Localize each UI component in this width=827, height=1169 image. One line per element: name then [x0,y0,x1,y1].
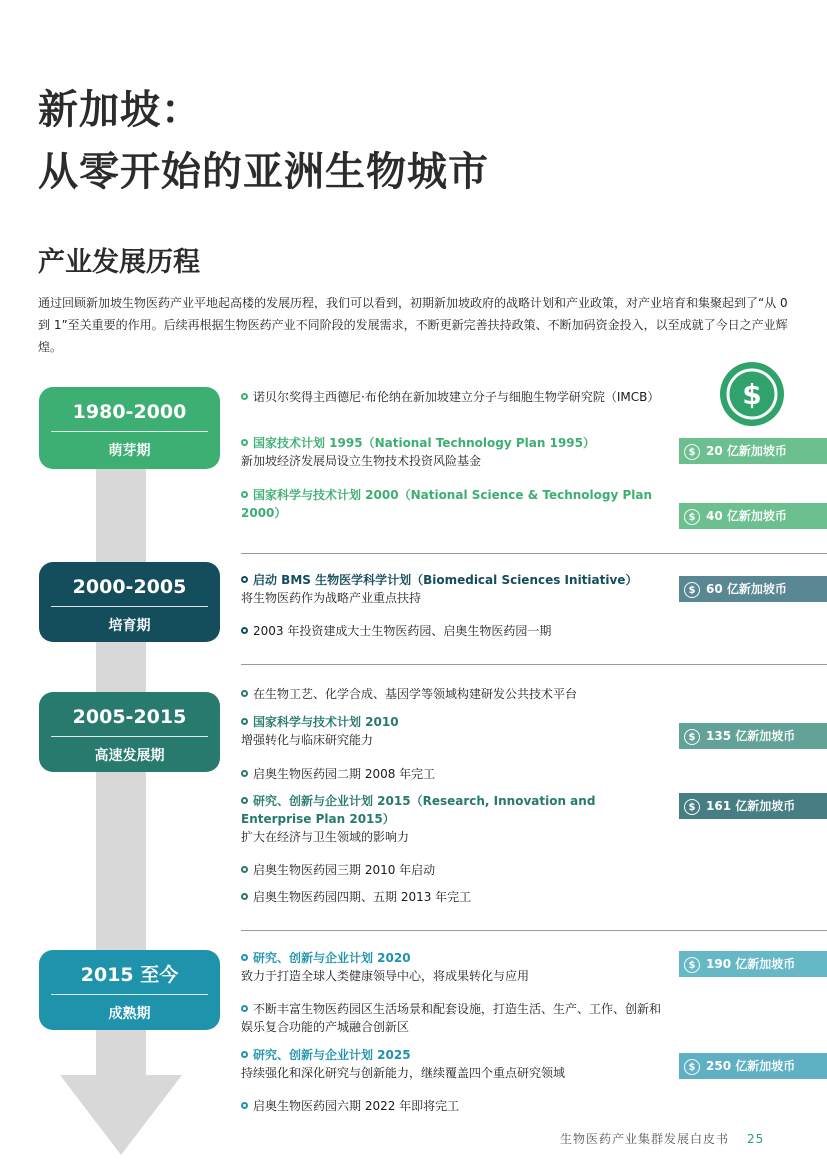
milestone-title: 国家科学与技术计划 2010 [253,715,399,729]
funding-tag [679,951,827,977]
bullet-icon [241,491,248,498]
coin-icon: $ [684,582,700,598]
milestone-title: 研究、创新与企业计划 2015（Research, Innovation and Enterprise Plan 2015） [241,794,596,826]
milestone-item [241,1000,666,1036]
period-divider [51,994,208,995]
bullet-icon [241,576,248,583]
funding-tag [679,793,827,819]
milestone-title: 研究、创新与企业计划 2020 [253,951,411,965]
milestone-text: 在生物工艺、化学合成、基因学等领域构建研发公共技术平台 [253,687,578,701]
period-2000-2005 [39,562,220,642]
milestone-text: 将生物医药作为战略产业重点扶持 [241,591,422,605]
milestone-text: 持续强化和深化研究与创新能力，继续覆盖四个重点研究领域 [241,1066,566,1080]
funding-amount: 161 亿新加坡币 [706,799,796,813]
bullet-icon [241,1051,248,1058]
period-years: 2000-2005 [72,576,187,598]
bullet-icon [241,1102,248,1109]
milestone-title: 启动 BMS 生物医学科学计划（Biomedical Sciences Initiative） [253,573,638,587]
period-phase: 萌芽期 [108,443,151,459]
funding-amount: 135 亿新加坡币 [706,729,796,743]
coin-icon: $ [684,729,700,745]
bullet-icon [241,393,248,400]
period-phase: 成熟期 [108,1006,151,1022]
milestone-item [241,713,666,749]
milestone-text: 不断丰富生物医药园区生活场景和配套设施，打造生活、生产、工作、创新和娱乐复合功能的产城融合创新区 [241,1002,662,1034]
page-number: 25 [747,1132,765,1146]
period-divider [51,736,208,737]
milestone-item [241,486,666,522]
page-title-line2: 从零开始的亚洲生物城市 [38,149,489,195]
milestone-text: 增强转化与临床研究能力 [241,733,374,747]
milestone-item [241,434,666,470]
milestone-item [241,571,666,607]
milestone-title: 研究、创新与企业计划 2025 [253,1048,411,1062]
period-years: 2015 至今 [80,964,179,986]
section-divider [241,553,827,554]
dollar-glyph: $ [742,378,762,411]
funding-amount: 40 亿新加坡币 [706,509,787,523]
period-1980-2000 [39,387,220,469]
period-years: 1980-2000 [72,401,187,423]
funding-amount: 60 亿新加坡币 [706,582,787,596]
milestone-item [241,1046,666,1082]
bullet-icon [241,866,248,873]
milestone-item [241,949,666,985]
coin-icon: $ [684,1059,700,1075]
coin-icon: $ [684,509,700,525]
timeline-arrow-head [60,1075,182,1155]
milestone-item [241,861,666,879]
section-divider [241,664,827,665]
funding-amount: 250 亿新加坡币 [706,1059,796,1073]
bullet-icon [241,439,248,446]
bullet-icon [241,770,248,777]
funding-tag [679,438,827,464]
milestone-text: 启奥生物医药园四期、五期 2013 年完工 [253,890,472,904]
funding-tag [679,1053,827,1079]
intro-paragraph: 通过回顾新加坡生物医药产业平地起高楼的发展历程，我们可以看到，初期新加坡政府的战略计划和产业政策，对产业培育和集聚起到了“从 0 到 1”至关重要的作用。后续再根据生物医药产业不同阶段的发展需求，不断更新完善扶持政策、不断加码资金投入，以至成就了今日之产业辉煌。 [38,296,788,354]
period-2015-now [39,950,220,1030]
coin-icon: $ [684,957,700,973]
section-title: 产业发展历程 [38,247,200,278]
section-divider [241,930,827,931]
milestone-title: 国家科学与技术计划 2000（National Science & Technology Plan 2000） [241,488,653,520]
milestone-text: 扩大在经济与卫生领域的影响力 [241,830,410,844]
page-title-line1: 新加坡： [38,87,202,133]
funding-tag [679,576,827,602]
coin-icon: $ [684,799,700,815]
funding-amount: 190 亿新加坡币 [706,957,796,971]
dollar-icon [720,362,784,426]
milestone-item [241,388,666,406]
milestone-text: 致力于打造全球人类健康领导中心，将成果转化与应用 [241,969,530,983]
funding-amount: 20 亿新加坡币 [706,444,787,458]
milestone-item [241,1097,666,1115]
footer-title: 生物医药产业集群发展白皮书 [560,1132,730,1146]
period-divider [51,431,208,432]
page-footer [560,1130,764,1147]
period-2005-2015 [39,692,220,772]
period-divider [51,606,208,607]
milestone-text: 新加坡经济发展局设立生物技术投资风险基金 [241,454,482,468]
milestone-item [241,792,666,846]
period-years: 2005-2015 [72,706,187,728]
bullet-icon [241,627,248,634]
milestone-text: 启奥生物医药园三期 2010 年启动 [253,863,436,877]
bullet-icon [241,1005,248,1012]
bullet-icon [241,690,248,697]
bullet-icon [241,954,248,961]
milestone-item [241,765,666,783]
milestone-item [241,685,666,703]
funding-tag [679,503,827,529]
coin-icon: $ [684,444,700,460]
milestone-item [241,622,666,640]
bullet-icon [241,797,248,804]
funding-tag [679,723,827,749]
milestone-item [241,888,666,906]
milestone-text: 启奥生物医药园二期 2008 年完工 [253,767,436,781]
milestone-text: 启奥生物医药园六期 2022 年即将完工 [253,1099,460,1113]
milestone-text: 2003 年投资建成大士生物医药园、启奥生物医药园一期 [253,624,552,638]
bullet-icon [241,718,248,725]
bullet-icon [241,893,248,900]
period-phase: 培育期 [108,618,151,634]
period-phase: 高速发展期 [94,748,165,764]
milestone-text: 诺贝尔奖得主西德尼·布伦纳在新加坡建立分子与细胞生物学研究院（IMCB） [253,390,660,404]
milestone-title: 国家技术计划 1995（National Technology Plan 1995） [253,436,595,450]
